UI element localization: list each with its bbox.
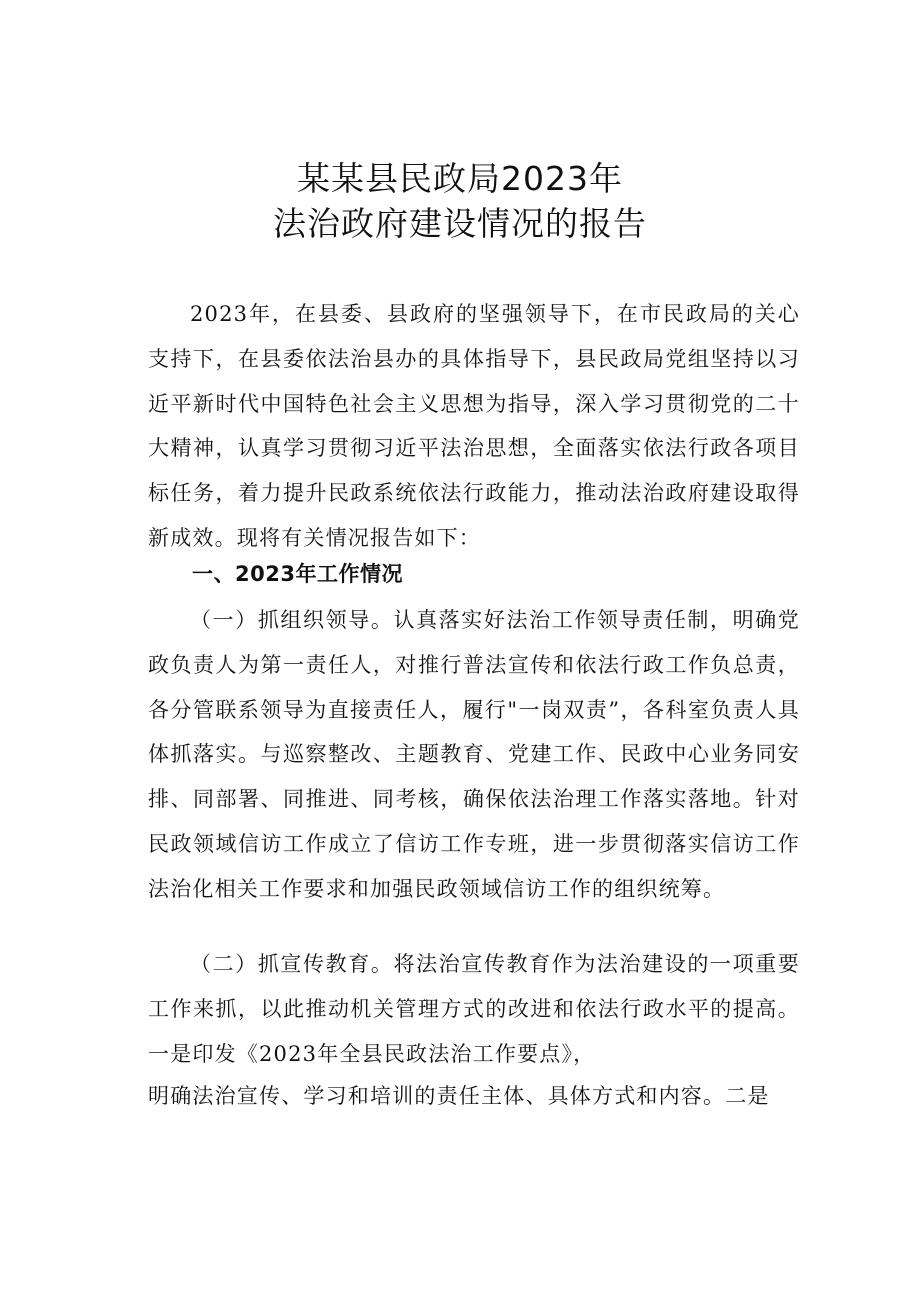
paragraph-publicity-education: （二）抓宣传教育。将法治宣传教育作为法治建设的一项重要工作来抓，以此推动机关管理方式的改进和依法行政水平的提高。一是印发《2023年全县民政法治工作要点》， (148, 952, 800, 1066)
intro-paragraph: 2023年，在县委、县政府的坚强领导下，在市民政局的关心支持下，在县委依法治县办的具体指导下，县民政局党组坚持以习近平新时代中国特色社会主义思想为指导，深入学习贯彻党的二十大精神，认真学习贯彻习近平法治思想，全面落实依法行政各项目标任务，着力提升民政系统依法行政能力，推动法治政府建设取得新成效。现将有关情况报告如下： (148, 302, 800, 550)
paragraph-continuation: 明确法治宣传、学习和培训的责任主体、具体方式和内容。二是 (148, 1084, 770, 1108)
document-title-line1: 某某县民政局2023年 (297, 159, 623, 198)
document-title-line2: 法治政府建设情况的报告 (273, 204, 647, 243)
section-heading: 一、2023年工作情况 (192, 562, 403, 586)
paragraph-organization-leadership: （一）抓组织领导。认真落实好法治工作领导责任制，明确党政负责人为第一责任人，对推行普法宣传和依法行政工作负总责，各分管联系领导为直接责任人，履行"一岗双责”，各科室负责人具体抓落实。与巡察整改、主题教育、党建工作、民政中心业务同安排、同部署、同推进、同考核，确保依法治理工作落实落地。针对民政领域信访工作成立了信访工作专班，进一步贯彻落实信访工作法治化相关工作要求和加强民政领域信访工作的组织统筹。 (148, 608, 800, 901)
